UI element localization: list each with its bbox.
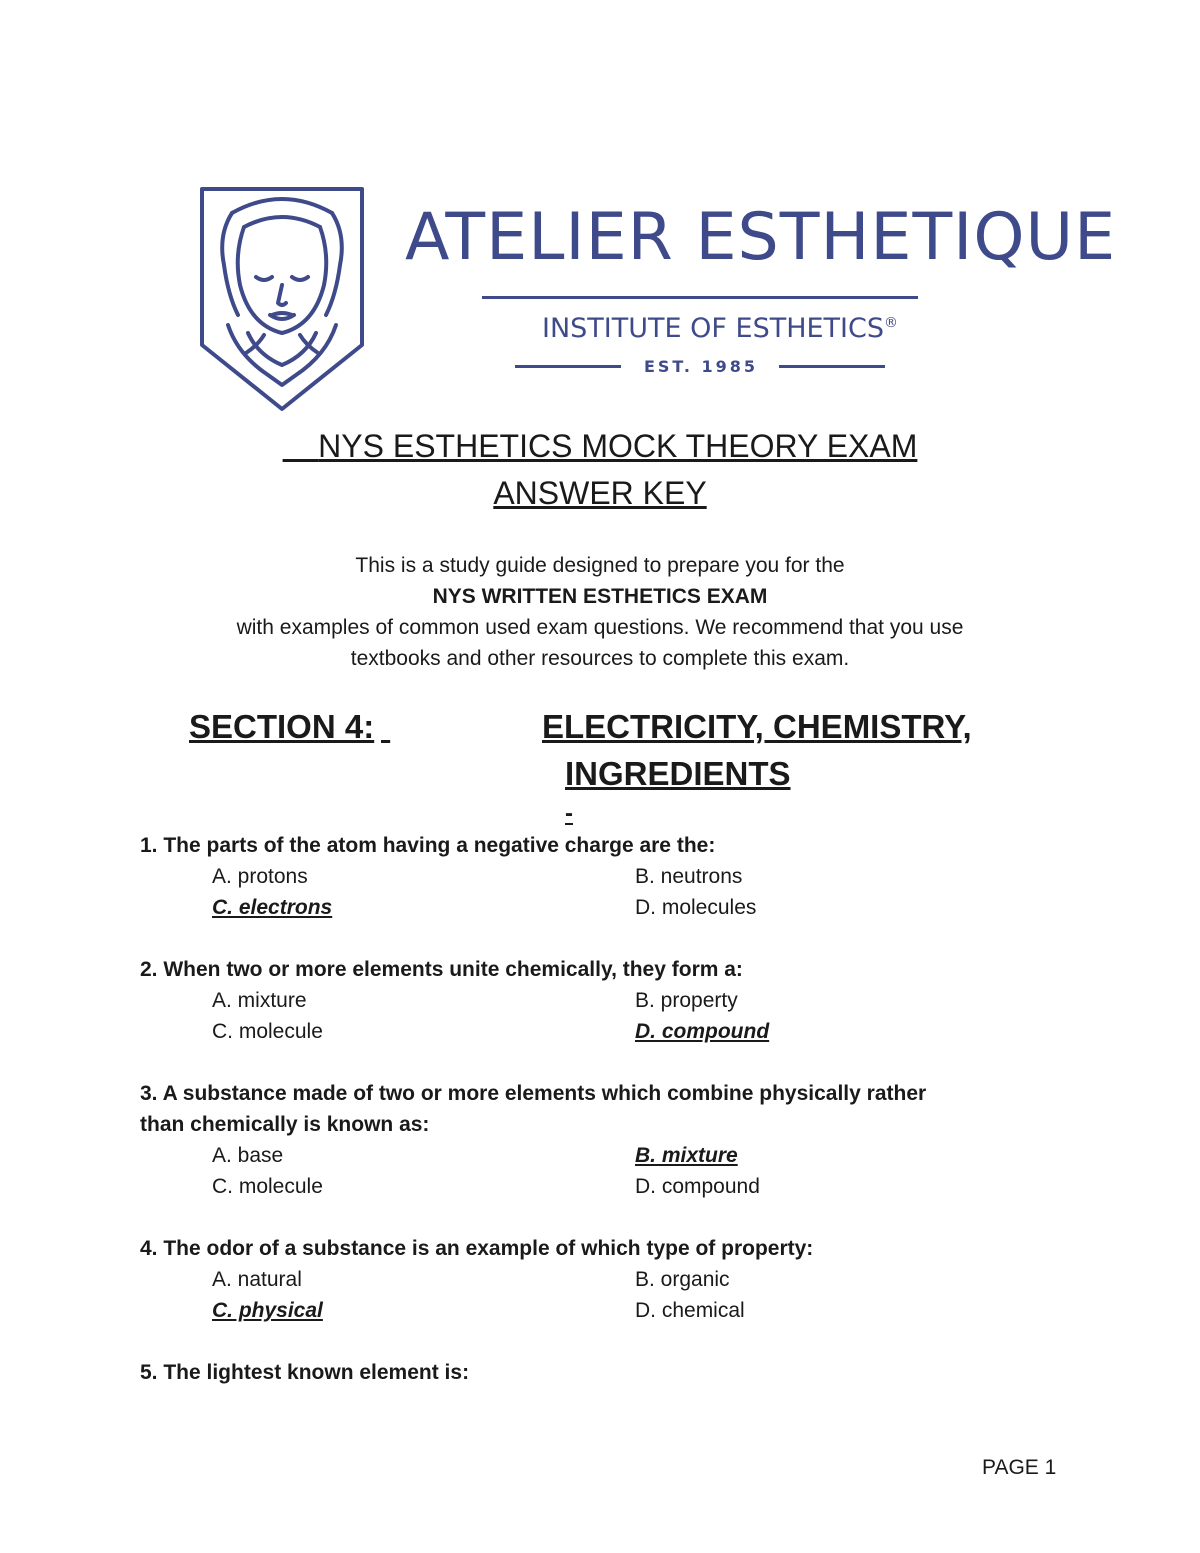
q2-option-d-answer: D. compound <box>635 1020 770 1043</box>
q3-option-a: A. base <box>212 1144 284 1167</box>
q1-option-d: D. molecules <box>635 896 757 919</box>
established-text: EST. 1985 <box>643 357 759 376</box>
intro-line-2: NYS WRITTEN ESTHETICS EXAM <box>432 585 768 608</box>
q4-option-c-answer: C. physical <box>212 1299 323 1322</box>
q3-option-b-answer: B. mixture <box>635 1144 738 1167</box>
question-2: 2. When two or more elements unite chemically, they form a: <box>140 958 743 981</box>
q2-option-b: B. property <box>635 989 738 1012</box>
sub-brand-text: INSTITUTE OF ESTHETICS <box>542 313 885 344</box>
section-dash: - <box>565 800 573 827</box>
sub-brand <box>542 315 898 342</box>
established-line <box>515 355 887 377</box>
q2-option-a: A. mixture <box>212 989 307 1012</box>
registered-mark: ® <box>884 315 899 331</box>
q4-option-d: D. chemical <box>635 1299 745 1322</box>
section-label: SECTION 4: <box>189 708 375 745</box>
page-subtitle <box>0 475 1200 512</box>
intro-line-4: textbooks and other resources to complete this exam. <box>350 647 850 670</box>
q1-option-a: A. protons <box>212 865 308 888</box>
question-3-cont: than chemically is known as: <box>140 1113 430 1136</box>
q4-option-b: B. organic <box>635 1268 730 1291</box>
q1-option-c-answer: C. electrons <box>212 896 333 919</box>
question-1: 1. The parts of the atom having a negative charge are the: <box>140 834 716 857</box>
section-name-line1: ELECTRICITY, CHEMISTRY, <box>542 708 972 745</box>
q3-option-d: D. compound <box>635 1175 760 1198</box>
q3-option-c: C. molecule <box>212 1175 323 1198</box>
page-subtitle-text: ANSWER KEY <box>493 475 707 511</box>
shield-face-logo <box>198 185 368 413</box>
q1-option-b: B. neutrons <box>635 865 743 888</box>
brand-name: ATELIER ESTHETIQUE <box>405 200 1117 275</box>
page-title-text: NYS ESTHETICS MOCK THEORY EXAM <box>318 428 918 464</box>
est-rule-left <box>515 365 621 368</box>
page-title <box>0 428 1200 465</box>
section-name-line2: INGREDIENTS <box>565 755 791 792</box>
brand-rule <box>482 296 918 299</box>
q2-option-c: C. molecule <box>212 1020 323 1043</box>
question-3: 3. A substance made of two or more elements which combine physically rather <box>140 1082 927 1105</box>
est-rule-right <box>779 365 885 368</box>
question-5: 5. The lightest known element is: <box>140 1361 470 1384</box>
question-4: 4. The odor of a substance is an example of which type of property: <box>140 1237 814 1260</box>
intro-line-1: This is a study guide designed to prepare you for the <box>355 554 845 577</box>
section-underline-spacer <box>381 708 541 746</box>
page-number: PAGE 1 <box>982 1456 1057 1479</box>
q4-option-a: A. natural <box>212 1268 302 1291</box>
intro-line-3: with examples of common used exam questions. We recommend that you use <box>236 616 964 639</box>
